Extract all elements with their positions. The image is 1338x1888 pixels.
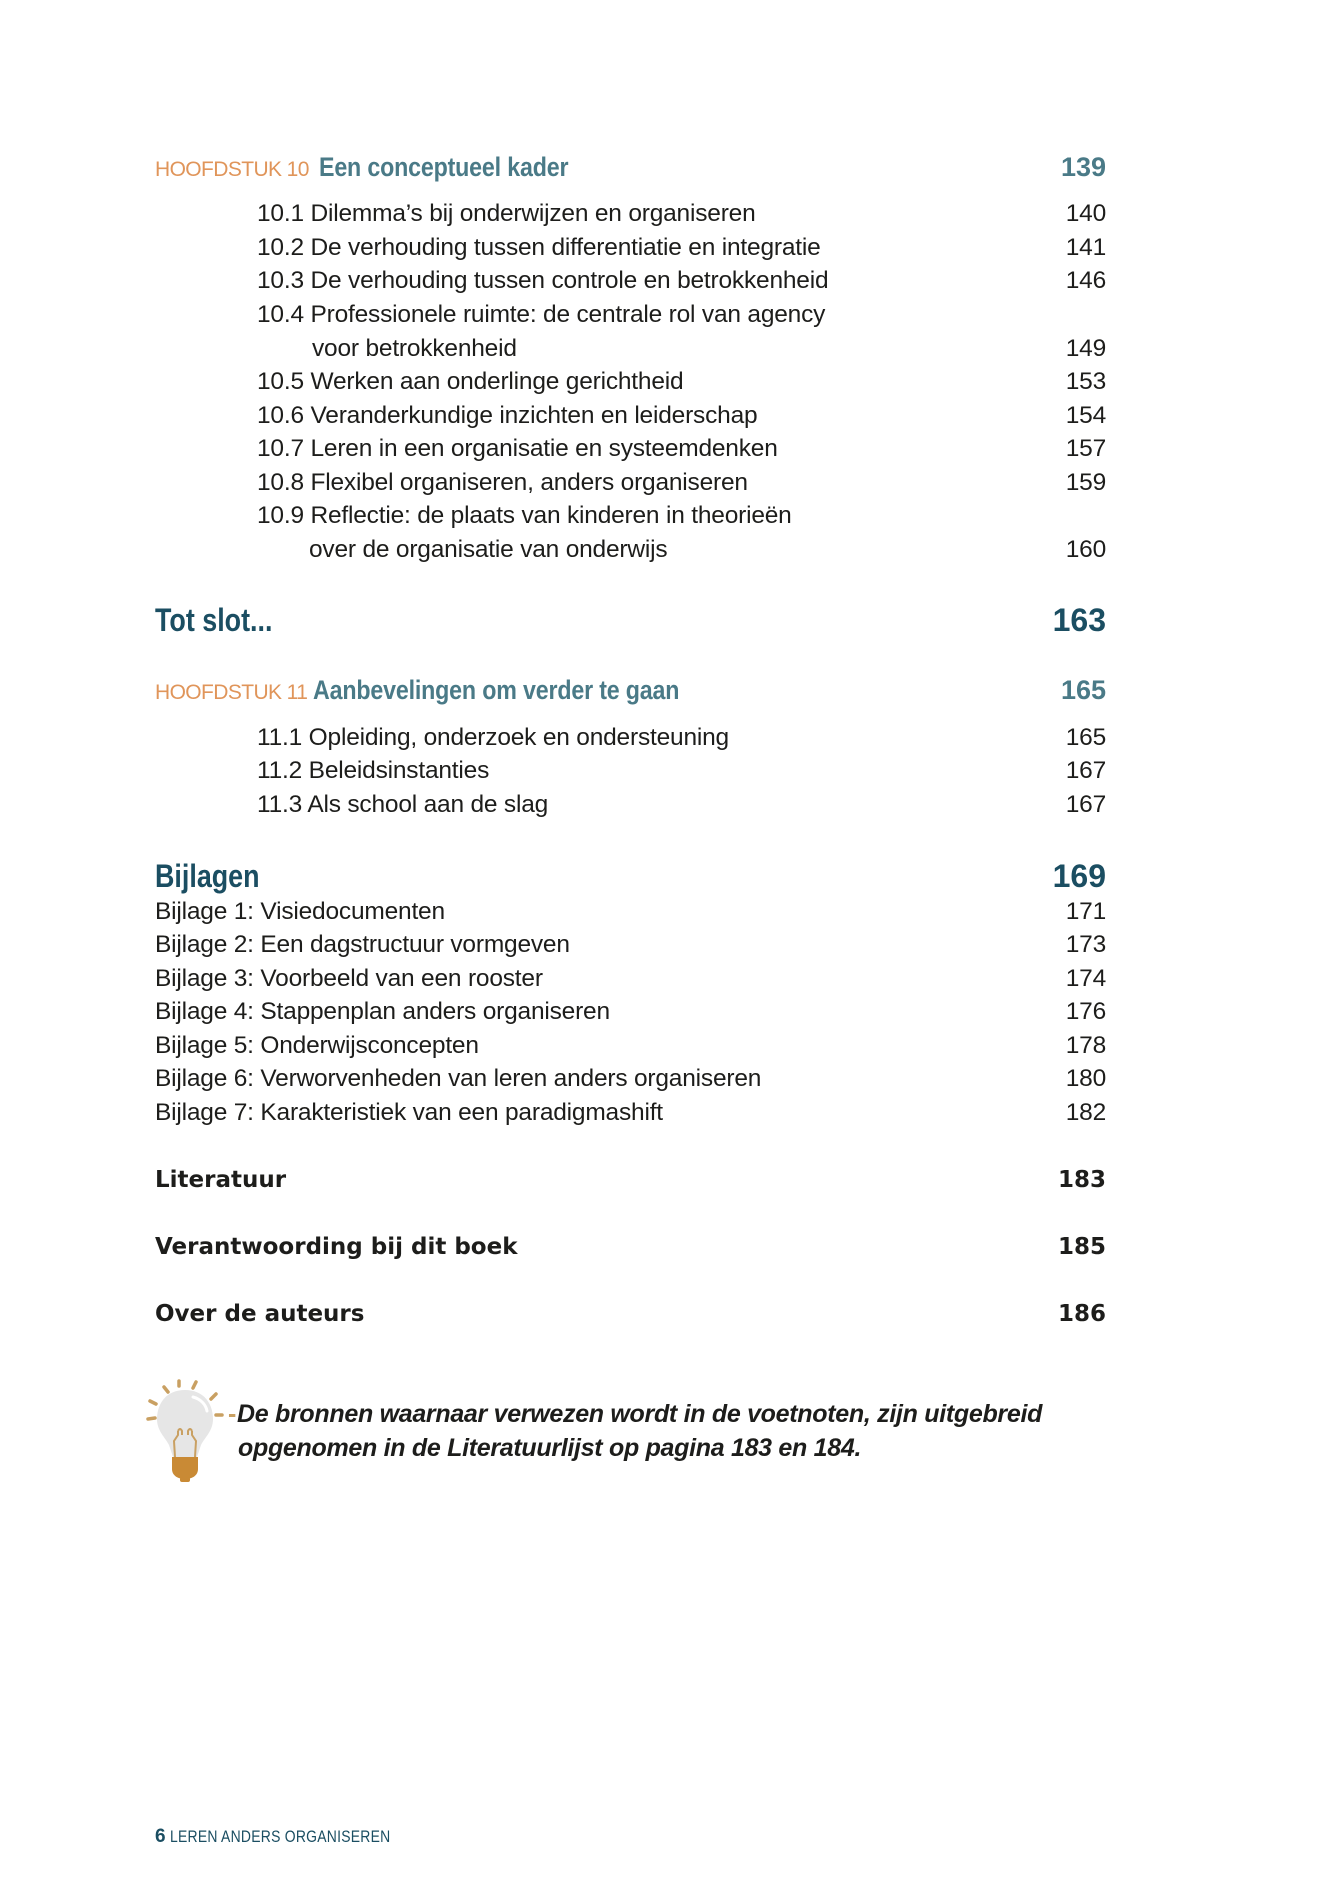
section-page-number: 154: [1065, 402, 1106, 429]
toc-section-10-5[interactable]: [155, 368, 1106, 396]
toc-bijlagen[interactable]: [155, 858, 1106, 895]
appendix-title: Bijlage 5: Onderwijsconcepten: [155, 1032, 479, 1059]
back-matter-title: Over de auteurs: [155, 1301, 365, 1327]
footer-book-title: LEREN ANDERS ORGANISEREN: [169, 1827, 391, 1846]
section-title: 11.3 Als school aan de slag: [257, 791, 549, 818]
section-title: 10.1 Dilemma’s bij onderwijzen en organiseren: [257, 200, 756, 227]
section-title: 10.7 Leren in een organisatie en systeemdenken: [257, 435, 778, 462]
toc-section-11-3[interactable]: [155, 791, 1106, 819]
appendix-title: Bijlage 4: Stappenplan anders organiseren: [155, 998, 610, 1025]
toc-appendix-3[interactable]: [155, 965, 1106, 993]
section-title: 10.4 Professionele ruimte: de centrale rol van agency: [257, 301, 826, 328]
section-title: 11.1 Opleiding, onderzoek en ondersteuning: [257, 724, 729, 751]
section-page-number: 163: [1052, 602, 1106, 638]
toc-literatuur[interactable]: [155, 1167, 1106, 1193]
appendix-title: Bijlage 6: Verworvenheden van leren anders organiseren: [155, 1065, 762, 1092]
toc-tot-slot[interactable]: [155, 602, 1106, 639]
appendix-title: Bijlage 7: Karakteristiek van een paradigmashift: [155, 1099, 663, 1126]
appendix-page-number: 171: [1065, 898, 1106, 925]
back-matter-page-number: 185: [1057, 1234, 1106, 1260]
section-page-number: 165: [1065, 724, 1106, 751]
toc-appendix-6[interactable]: [155, 1065, 1106, 1093]
toc-section-10-9-continuation[interactable]: [155, 536, 1106, 564]
tip-text: [228, 1397, 1042, 1465]
appendix-page-number: 173: [1065, 931, 1106, 958]
appendix-page-number: 182: [1065, 1099, 1106, 1126]
section-title: 10.8 Flexibel organiseren, anders organiseren: [257, 469, 748, 496]
chapter-label: HOOFDSTUK 10: [155, 158, 309, 181]
appendix-page-number: 174: [1065, 965, 1106, 992]
chapter-label: HOOFDSTUK 11: [155, 681, 308, 704]
chapter-heading: [155, 152, 609, 183]
toc-section-10-7[interactable]: [155, 435, 1106, 463]
section-title: 10.6 Veranderkundige inzichten en leiderschap: [257, 402, 758, 429]
back-matter-page-number: 183: [1057, 1167, 1106, 1193]
toc-verantwoording[interactable]: [155, 1234, 1106, 1260]
tip-text-line-2: opgenomen in de Literatuurlijst op pagina 183 en 184.: [238, 1434, 862, 1462]
section-page-number: 153: [1065, 368, 1106, 395]
toc-section-10-9[interactable]: [155, 502, 1106, 530]
chapter-title: Een conceptueel kader: [318, 152, 569, 182]
section-page-number: 157: [1065, 435, 1106, 462]
appendix-title: Bijlage 1: Visiedocumenten: [155, 898, 445, 925]
back-matter-page-number: 186: [1057, 1301, 1106, 1327]
appendix-page-number: 180: [1065, 1065, 1106, 1092]
back-matter-title: Literatuur: [155, 1167, 287, 1193]
toc-appendix-1[interactable]: [155, 898, 1106, 926]
toc-appendix-4[interactable]: [155, 998, 1106, 1026]
chapter-heading: [155, 675, 739, 706]
section-page-number: 169: [1052, 858, 1106, 894]
chapter-page-number: 165: [1060, 675, 1106, 705]
section-title: 10.5 Werken aan onderlinge gerichtheid: [257, 368, 684, 395]
section-page-number: 141: [1065, 234, 1106, 261]
tip-text-line-1: -De bronnen waarnaar verwezen wordt in de voetnoten, zijn uitgebreid: [228, 1400, 1043, 1428]
chapter-page-number: 139: [1060, 152, 1106, 182]
section-title: 10.2 De verhouding tussen differentiatie en integratie: [257, 234, 821, 261]
section-page-number: 146: [1065, 267, 1106, 294]
toc-section-10-4-continuation[interactable]: [155, 335, 1106, 363]
section-page-number: 167: [1065, 757, 1106, 784]
section-title: 10.9 Reflectie: de plaats van kinderen in theorieën: [257, 502, 792, 529]
toc-section-10-8[interactable]: [155, 469, 1106, 497]
footer-page-number: 6: [155, 1826, 166, 1847]
appendix-page-number: 176: [1065, 998, 1106, 1025]
section-page-number: 167: [1065, 791, 1106, 818]
toc-chapter-11[interactable]: [155, 675, 1106, 711]
toc-over-de-auteurs[interactable]: [155, 1301, 1106, 1327]
tip-dash: -: [228, 1400, 237, 1428]
appendix-page-number: 178: [1065, 1032, 1106, 1059]
back-matter-title: Verantwoording bij dit boek: [155, 1234, 518, 1260]
chapter-title: Aanbevelingen om verder te gaan: [313, 675, 680, 705]
toc-section-10-3[interactable]: [155, 267, 1106, 295]
tip-note: [145, 1375, 1105, 1485]
appendix-title: Bijlage 2: Een dagstructuur vormgeven: [155, 931, 570, 958]
section-title-continuation: voor betrokkenheid: [312, 335, 517, 362]
toc-section-10-2[interactable]: [155, 234, 1106, 262]
toc-section-10-1[interactable]: [155, 200, 1106, 228]
toc-section-10-4[interactable]: [155, 301, 1106, 329]
lightbulb-icon: [145, 1375, 235, 1485]
section-page-number: 159: [1065, 469, 1106, 496]
toc-chapter-10[interactable]: [155, 152, 1106, 188]
toc-appendix-7[interactable]: [155, 1099, 1106, 1127]
section-page-number: 160: [1065, 536, 1106, 563]
section-page-number: 140: [1065, 200, 1106, 227]
page-footer: [155, 1826, 438, 1848]
toc-section-11-2[interactable]: [155, 757, 1106, 785]
section-title: 11.2 Beleidsinstanties: [257, 757, 490, 784]
section-heading: Bijlagen: [155, 858, 260, 894]
appendix-title: Bijlage 3: Voorbeeld van een rooster: [155, 965, 543, 992]
section-page-number: 149: [1065, 335, 1106, 362]
section-heading: Tot slot...: [155, 602, 273, 638]
toc-appendix-5[interactable]: [155, 1032, 1106, 1060]
section-title-continuation: over de organisatie van onderwijs: [309, 536, 668, 563]
toc-appendix-2[interactable]: [155, 931, 1106, 959]
toc-section-10-6[interactable]: [155, 402, 1106, 430]
toc-section-11-1[interactable]: [155, 724, 1106, 752]
section-title: 10.3 De verhouding tussen controle en betrokkenheid: [257, 267, 829, 294]
